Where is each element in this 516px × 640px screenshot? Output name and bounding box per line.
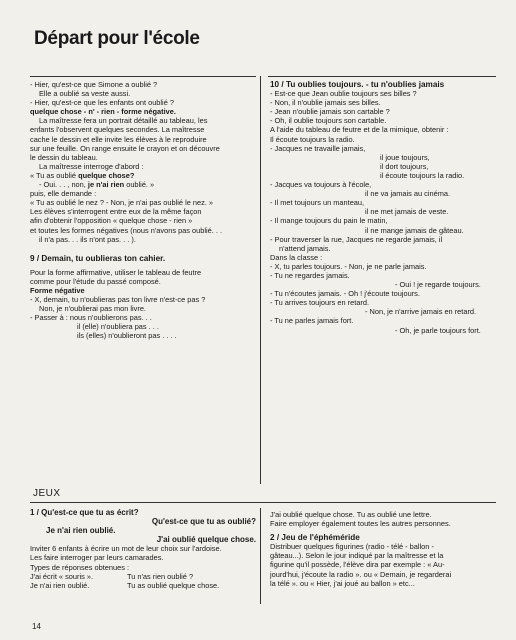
text-line: - Jacques va toujours à l'école, bbox=[270, 180, 372, 190]
text-line: - Non, il n'oublie jamais ses billes. bbox=[270, 98, 381, 108]
text-line bbox=[30, 180, 258, 189]
section-title: Demain, tu oublieras ton cahier. bbox=[41, 253, 166, 263]
game-heading bbox=[270, 533, 498, 542]
text-line bbox=[30, 171, 258, 180]
text-line: afin d'obtenir l'opposition « quelque chose - rien » bbox=[30, 216, 193, 226]
text-line: il joue toujours, bbox=[380, 152, 430, 162]
section-number: 9 / bbox=[30, 253, 42, 263]
text-line: il dort toujours, bbox=[380, 161, 429, 171]
section-heading bbox=[30, 254, 258, 263]
text-line: Non, je n'oublierai pas mon livre. bbox=[39, 304, 146, 314]
text-line: La maîtresse interroge d'abord : bbox=[39, 161, 144, 171]
text-line: - X, tu parles toujours. - Non, je ne parle jamais. bbox=[270, 261, 427, 271]
text-line: - Est-ce que Jean oublie toujours ses billes ? bbox=[270, 89, 417, 99]
text-line: - Oui ! je regarde toujours. bbox=[395, 280, 481, 290]
page-number: 14 bbox=[32, 622, 41, 631]
jeux-right-column bbox=[270, 510, 498, 588]
text-span: je n'ai rien bbox=[87, 180, 125, 190]
game-question: Qu'est-ce que tu as oublié? bbox=[151, 517, 256, 527]
page-title: Départ pour l'école bbox=[34, 28, 200, 49]
text-line: cache le dessin et elle invite les élèves à le reproduire bbox=[30, 134, 207, 144]
text-line: la télé ». ou « Hier, j'ai joué au ballon » etc... bbox=[270, 578, 415, 588]
text-line: sur une feuille. On range ensuite le crayon et on découvre bbox=[30, 143, 220, 153]
text-line: le dessin du tableau. bbox=[30, 152, 98, 162]
text-line: n'attend jamais. bbox=[279, 243, 331, 253]
text-line: puis, elle demande : bbox=[30, 189, 97, 199]
text-line: J'ai oublié quelque chose. Tu as oublié une lettre. bbox=[270, 510, 432, 519]
text-line: il écoute toujours la radio. bbox=[380, 170, 465, 180]
text-line: - Tu ne parles jamais fort. bbox=[270, 316, 354, 326]
game-title: Jeu de l'éphéméride bbox=[281, 533, 360, 543]
game-answer: Je n'ai rien oublié. bbox=[46, 526, 116, 536]
text-line: - Jean n'oublie jamais son cartable ? bbox=[270, 107, 390, 117]
subheading: Forme négative bbox=[30, 285, 85, 295]
text-line: Pour la forme affirmative, utiliser le tableau de feutre bbox=[30, 267, 202, 277]
text-line: - Il met toujours un manteau, bbox=[270, 198, 365, 208]
text-line: ils (elles) n'oublieront pas . . . . bbox=[77, 331, 177, 341]
text-line: - Non, je n'arrive jamais en retard. bbox=[365, 307, 477, 317]
text-line: - Pour traverser la rue, Jacques ne regarde jamais, il bbox=[270, 234, 443, 244]
game-answer: J'ai oublié quelque chose. bbox=[156, 535, 256, 545]
text-line: enfants l'observent quelques secondes. La maîtresse bbox=[30, 125, 205, 135]
text-line: il ne met jamais de veste. bbox=[365, 207, 449, 217]
section-heading: quelque chose - n' - rien - forme négative. bbox=[30, 107, 176, 117]
text-line: gâteau...). Selon le jour indiqué par la maîtresse et la bbox=[270, 551, 444, 561]
text-line: Dans la classe : bbox=[270, 252, 323, 262]
text-line: Les élèves s'interrogent entre eux de la même façon bbox=[30, 207, 202, 217]
text-line: Inviter 6 enfants à écrire un mot de leur choix sur l'ardoise. bbox=[30, 544, 222, 554]
left-column bbox=[30, 80, 258, 341]
text-line: La maîtresse fera un portrait détaillé au tableau, les bbox=[39, 116, 208, 126]
text-line: - Hier, qu'est-ce que Simone a oublié ? bbox=[30, 80, 158, 89]
text-line: - Passer à : nous n'oublierons pas. . . bbox=[30, 313, 152, 323]
text-line: - X, demain, tu n'oublieras pas ton livre n'est-ce pas ? bbox=[30, 295, 206, 305]
text-line: il (elle) n'oubliera pas . . . bbox=[77, 322, 159, 332]
text-line: Types de réponses obtenues : bbox=[30, 562, 130, 572]
text-line: il ne mange jamais de gâteau. bbox=[365, 225, 464, 235]
text-line: - Oh, il oublie toujours son cartable. bbox=[270, 116, 387, 126]
answer-pair bbox=[30, 581, 256, 590]
text-line: - Tu arrives toujours en retard. bbox=[270, 298, 369, 308]
text-span: - Oui. . . , non, bbox=[39, 180, 88, 190]
text-span: « Tu as oublié bbox=[30, 170, 79, 180]
text-line: Elle a oublié sa veste aussi. bbox=[39, 89, 131, 99]
divider bbox=[30, 502, 496, 503]
game-number: 1 / bbox=[30, 508, 42, 517]
text-line: il ne va jamais au cinéma. bbox=[365, 189, 451, 199]
text-line: Il écoute toujours la radio. bbox=[270, 134, 355, 144]
text-line: - Tu n'écoutes jamais. - Oh ! j'écoute toujours. bbox=[270, 289, 420, 299]
section-heading bbox=[270, 80, 498, 89]
text-line: - Jacques ne travaille jamais, bbox=[270, 143, 366, 153]
text-line: jourd'hui, j'écoute la radio ». ou « Demain, je regarderai bbox=[270, 569, 452, 579]
game-title: Qu'est-ce que tu as écrit? bbox=[41, 508, 139, 517]
divider bbox=[30, 76, 256, 77]
text-line: figurine qu'il possède, l'élève dira par exemple : « Au- bbox=[270, 560, 445, 570]
text-span: Tu n'as rien oublié ? bbox=[127, 571, 194, 581]
text-line: « Tu as oublié le nez ? - Non, je n'ai pas oublié le nez. » bbox=[30, 198, 214, 208]
answer-pair bbox=[30, 572, 256, 581]
game-heading bbox=[30, 508, 256, 517]
column-divider bbox=[260, 76, 261, 484]
text-line: - Il mange toujours du pain le matin, bbox=[270, 216, 388, 226]
text-line: comme pour l'étude du passé composé. bbox=[30, 276, 161, 286]
text-line: - Tu ne regardes jamais. bbox=[270, 270, 350, 280]
divider bbox=[268, 76, 496, 77]
text-line: Les faire interroger par leurs camarades. bbox=[30, 553, 164, 563]
jeux-left-column bbox=[30, 508, 256, 590]
text-line: - Hier, qu'est-ce que les enfants ont oublié ? bbox=[30, 98, 174, 108]
text-line: - Oh, je parle toujours fort. bbox=[395, 325, 481, 335]
text-span: quelque chose? bbox=[78, 170, 135, 180]
text-line: il n'a pas. . . ils n'ont pas. . . ). bbox=[39, 234, 136, 244]
text-span: Je n'ai rien oublié. bbox=[30, 580, 90, 590]
text-span: oublié. » bbox=[124, 180, 155, 190]
section-number: 10 / bbox=[270, 80, 286, 89]
game-number: 2 / bbox=[270, 533, 282, 543]
section-title: Tu oublies toujours. - tu n'oublies jamais bbox=[285, 80, 445, 89]
text-line: et toutes les formes négatives (nous n'avons pas oublié. . . bbox=[30, 225, 223, 235]
text-span: Tu as oublié quelque chose. bbox=[127, 580, 220, 590]
text-line: Distribuer quelques figurines (radio - télé - ballon - bbox=[270, 542, 434, 552]
text-line: Faire employer également toutes les autres personnes. bbox=[270, 519, 451, 529]
text-line: A l'aide du tableau de feutre et de la mimique, obtenir : bbox=[270, 125, 449, 135]
jeux-heading: JEUX bbox=[33, 488, 61, 499]
column-divider bbox=[260, 508, 261, 604]
right-column bbox=[270, 80, 498, 335]
text-span: J'ai écrit « souris ». bbox=[30, 571, 94, 581]
